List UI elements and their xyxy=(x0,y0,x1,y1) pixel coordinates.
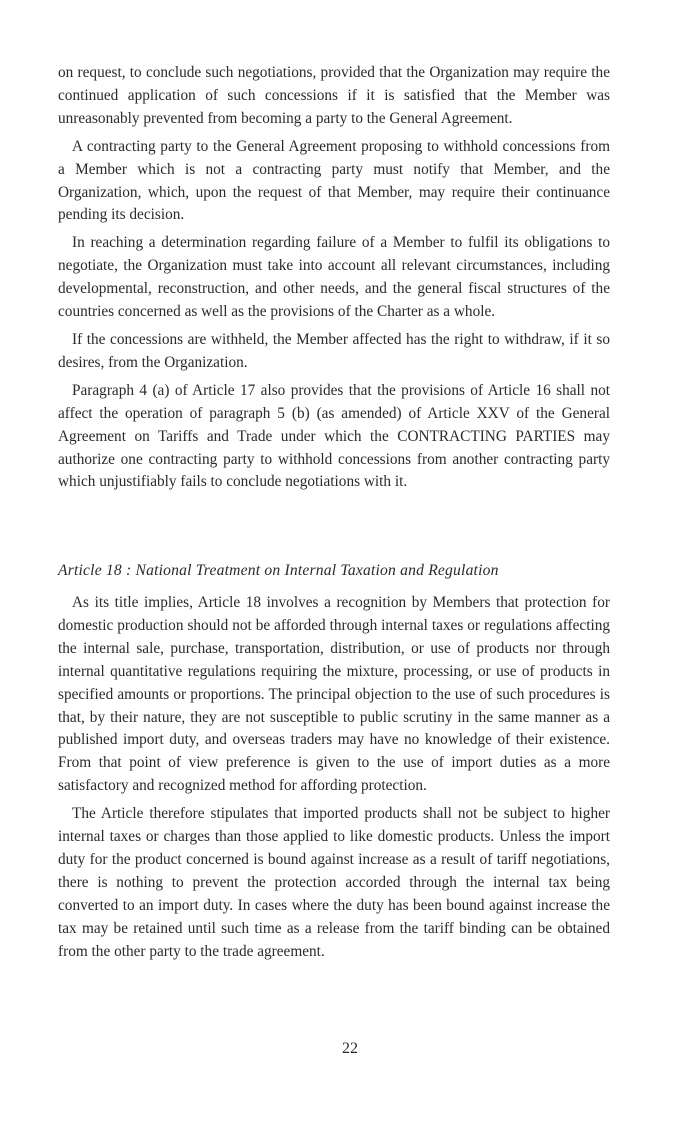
paragraph-continuation: on request, to conclude such negotiations, provided that the Organization may require the continued application of such concessions if it is satisfied that the Member was unreasonably prevented from becoming a party to the General Agreement. xyxy=(58,64,610,127)
paragraph-article-stipulates: The Article therefore stipulates that imported products shall not be subject to higher internal taxes or charges than those applied to like domestic products. Unless the import duty for the product concerned is bound against increase as a result of tariff negotiations, there is nothing to prevent the protection accorded through the internal tax being converted to an import duty. In cases where the duty has been bound against increase the tax may be retained until such time as a release from the tariff binding can be obtained from the other party to the trade agreement. xyxy=(58,805,610,960)
top-text-section xyxy=(58,62,610,499)
bottom-text-section xyxy=(58,592,610,969)
paragraph-article-17: Paragraph 4 (a) of Article 17 also provides that the provisions of Article 16 shall not affect the operation of paragraph 5 (b) (as amended) of Article XXV of the General Agreement on Tariffs and Trade under which the CONTRACTING PARTIES may authorize one contracting party to withhold concessions from another contracting party which unjustifiably fails to conclude negotiations with it. xyxy=(58,381,610,491)
paragraph-withdraw-right: If the concessions are withheld, the Member affected has the right to withdraw, if it so desires, from the Organization. xyxy=(58,330,610,371)
paragraph-withhold-notice: A contracting party to the General Agreement proposing to withhold concessions from a Member which is not a contracting party must notify that Member, and the Organization, which, upon the request of that Member, may require their continuance pending its decision. xyxy=(58,137,610,224)
section-heading-article-18: Article 18 : National Treatment on Internal Taxation and Regulation xyxy=(58,562,499,579)
page-number: 22 xyxy=(342,1040,358,1057)
paragraph-title-implies: As its title implies, Article 18 involves a recognition by Members that protection for domestic production should not be afforded through internal taxes or regulations affecting the internal sale, purchase, transportation, distribution, or use of products nor through internal quantitative regulations requiring the mixture, processing, or use of products in specified amounts or proportions. The principal objection to the use of such procedures is that, by their nature, they are not susceptible to public scrutiny in the same manner as a published import duty, and overseas traders may have no knowledge of their existence. From that point of view preference is given to the use of import duties as a more satisfactory and recognized method for affording protection. xyxy=(58,594,610,795)
paragraph-determination: In reaching a determination regarding failure of a Member to fulfil its obligations to negotiate, the Organization must take into account all relevant circumstances, including developmental, reconstruction, and other needs, and the general fiscal structures of the countries concerned as well as the provisions of the Charter as a whole. xyxy=(58,234,610,321)
